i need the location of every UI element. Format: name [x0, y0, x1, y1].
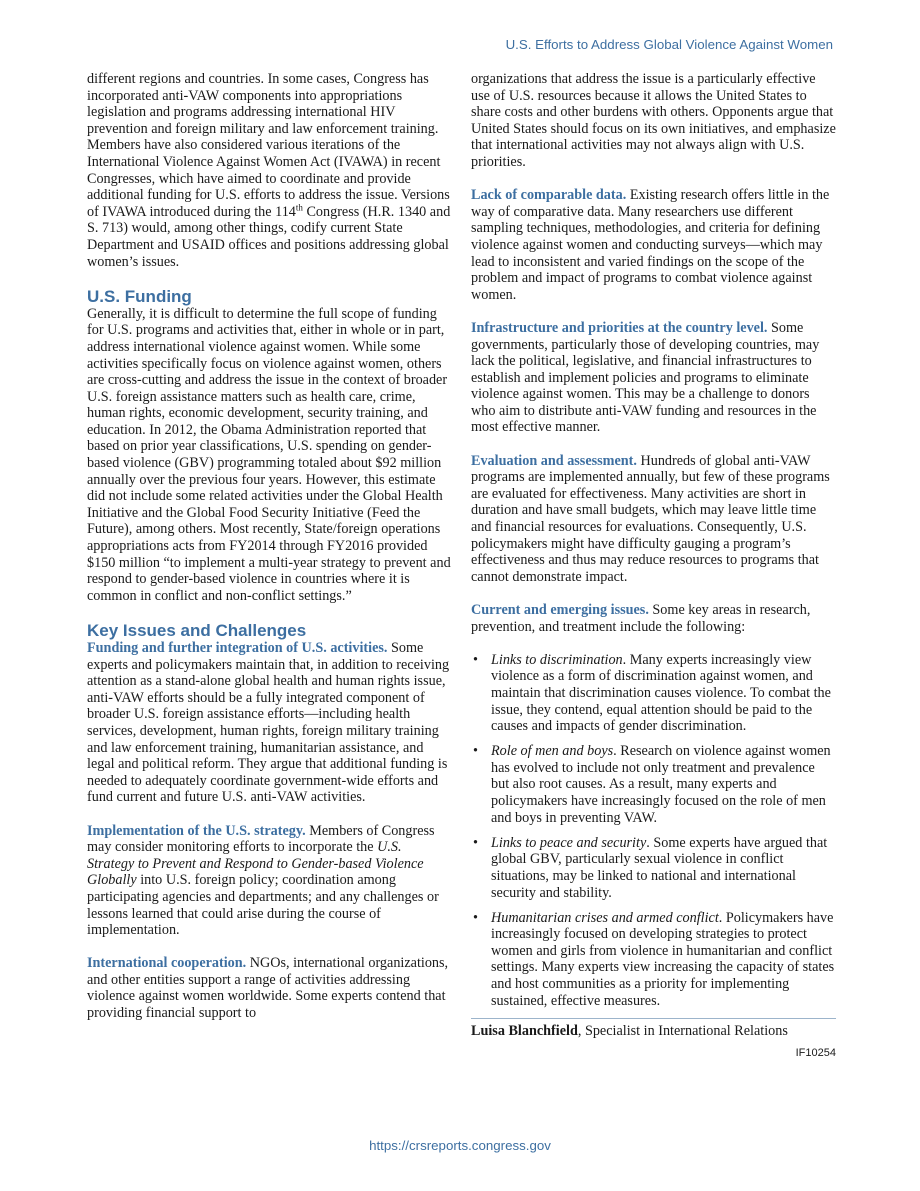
current-issues-paragraph: Current and emerging issues. Some key areas in research, prevention, and treatment include the following: — [471, 602, 811, 635]
cooperation-paragraph: International cooperation. NGOs, international organizations, and other entities support a range of activities addressing violence against women worldwide. Some experts contend that providing financial support to — [87, 955, 449, 1022]
strategy-title: U.S. Strategy to Prevent and Respond to Gender-based Violence Globally — [87, 839, 424, 889]
right-column — [471, 71, 836, 1062]
author-role: , Specialist in International Relations — [577, 1022, 788, 1039]
cooperation-continued-paragraph: organizations that address the issue is a particularly effective use of U.S. resources because it allows the United States to share costs and other burdens with others. Opponents argue that United States should focus on its own initiatives, and emphasize that international activities may not always align with U.S. priorities. — [471, 71, 836, 170]
funding-integration-paragraph: Funding and further integration of U.S. activities. Some experts and policymakers maintain that, in addition to receiving attention as a stand-alone global health and human rights issue, anti-VAW efforts should be a fully integrated component of broader U.S. foreign assistance efforts—including health services, development, human rights, foreign military training and law enforcement training, humanitarian assistance, and legal and political reform. They argue that additional funding is needed to adequately coordinate government-wide efforts and fund current and future U.S. anti-VAW activities. — [87, 640, 450, 806]
intro-paragraph: different regions and countries. In some cases, Congress has incorporated anti-VAW components into appropriations legislation and programs addressing international HIV prevention and foreign military and law enforcement training. Members have also considered various iterations of the International Violence Against Women Act (IVAWA) in recent Congresses, which have aimed to coordinate and provide additional funding for U.S. efforts to address the issue. Versions of IVAWA introduced during the 114th Congress (H.R. 1340 and S. 713) would, among other things, codify current State Department and USAID offices and positions addressing global women’s issues. — [87, 71, 451, 270]
bullet-icon: • — [473, 743, 478, 760]
paragraph-lead: Lack of comparable data. — [471, 187, 627, 204]
infrastructure-paragraph: Infrastructure and priorities at the country level. Some governments, particularly those of developing countries, may lack the political, legislative, and financial infrastructures to establish and implement policies and programs to eliminate violence against women. This may be a challenge to donors who aim to distribute anti-VAW funding and resources in the most effective manner. — [471, 319, 820, 436]
ordinal-suffix: th — [295, 202, 303, 213]
paragraph-lead: Implementation of the U.S. strategy. — [87, 822, 306, 839]
funding-paragraph: Generally, it is difficult to determine the full scope of funding for U.S. programs and activities that, either in whole or in part, address international violence against women. While some activities specifically focus on violence against women, others are cross-cutting and address the issue in the context of broader U.S. foreign assistance matters such as health care, crime, human rights, economic development, security training, and education. In 2012, the Obama Administration reported that based on prior year classifications, U.S. spending on gender-based violence (GBV) programming totaled about $92 million annually over the previous four years. However, this estimate did not include some related activities under the Global Health Initiative and the Global Food Security Initiative (Feed the Future), among others. Most recently, State/foreign operations appropriations acts from FY2014 through FY2016 provided $150 million “to implement a multi-year strategy to prevent and respond to gender-based violence in countries where it is common in conflict and non-conflict settings.” — [87, 305, 451, 604]
paragraph-lead: Funding and further integration of U.S. activities. — [87, 640, 388, 656]
section-heading-key-issues: Key Issues and Challenges — [87, 621, 307, 640]
paragraph-lead: International cooperation. — [87, 955, 247, 972]
list-item: • Links to peace and security. Some experts have argued that global GBV, particularly sexual violence in conflict situations, may be linked to national and international security and stability. — [473, 834, 828, 901]
left-column — [87, 71, 451, 1038]
author-line — [471, 1018, 836, 1040]
report-id: IF10254 — [795, 1047, 836, 1060]
key-areas-list — [471, 652, 836, 1009]
list-item-title: Humanitarian crises and armed conflict — [491, 909, 719, 926]
running-header: U.S. Efforts to Address Global Violence Against Women — [505, 37, 833, 52]
bullet-icon: • — [473, 834, 478, 851]
list-item: • Role of men and boys. Research on violence against women has evolved to include not only treatment and prevalence but also root causes. As a result, many experts and policymakers have increasingly focused on the role of men and boys in preventing VAW. — [473, 743, 831, 826]
paragraph-lead: Evaluation and assessment. — [471, 452, 637, 469]
footer-url-link[interactable]: https://crsreports.congress.gov — [369, 1138, 551, 1153]
list-item: • Humanitarian crises and armed conflict. Policymakers have increasingly focused on developing strategies to protect women and girls from violence in humanitarian and conflict settings. Many experts view increasing the capacity of states and host communities as a priority for implementing sustained, effective measures. — [473, 909, 835, 1009]
bullet-icon: • — [473, 909, 478, 926]
list-item: • Links to discrimination. Many experts increasingly view violence as a form of discrimination against women, and maintain that discrimination causes violence. To combat the issue, they contend, equal attention should be paid to the causes and impacts of gender discrimination. — [473, 651, 831, 735]
section-heading-us-funding: U.S. Funding — [87, 286, 192, 306]
list-item-title: Role of men and boys — [491, 743, 614, 760]
bullet-icon: • — [473, 651, 478, 668]
list-item-title: Links to discrimination — [491, 651, 623, 668]
evaluation-paragraph: Evaluation and assessment. Hundreds of global anti-VAW programs are implemented annually, but few of these programs are evaluated for effectiveness. Many activities are short in duration and have small budgets, which may leave little time and financial resources for evaluations. Consequently, U.S. policymakers might have difficulty gauging a program’s effectiveness and thus may reduce resources to programs that cannot demonstrate impact. — [471, 452, 830, 585]
list-item-title: Links to peace and security — [491, 834, 647, 851]
author-name: Luisa Blanchfield — [471, 1022, 578, 1039]
paragraph-lead: Current and emerging issues. — [471, 602, 649, 618]
comparable-data-paragraph: Lack of comparable data. Existing research offers little in the way of comparative data. Many researchers use different sampling techniques, methodologies, and criteria for defining violence against women and conducting surveys—which may lead to inconsistent and varied findings on the scope of the problem and impact of programs to combat violence against women. — [471, 187, 830, 303]
paragraph-lead: Infrastructure and priorities at the country level. — [471, 319, 768, 336]
implementation-paragraph: Implementation of the U.S. strategy. Members of Congress may consider monitoring efforts to incorporate the U.S. Strategy to Prevent and Respond to Gender-based Violence Globally into U.S. foreign policy; coordination among participating agencies and departments; and any challenges or lessons learned that could arise during the course of implementation. — [87, 822, 439, 939]
